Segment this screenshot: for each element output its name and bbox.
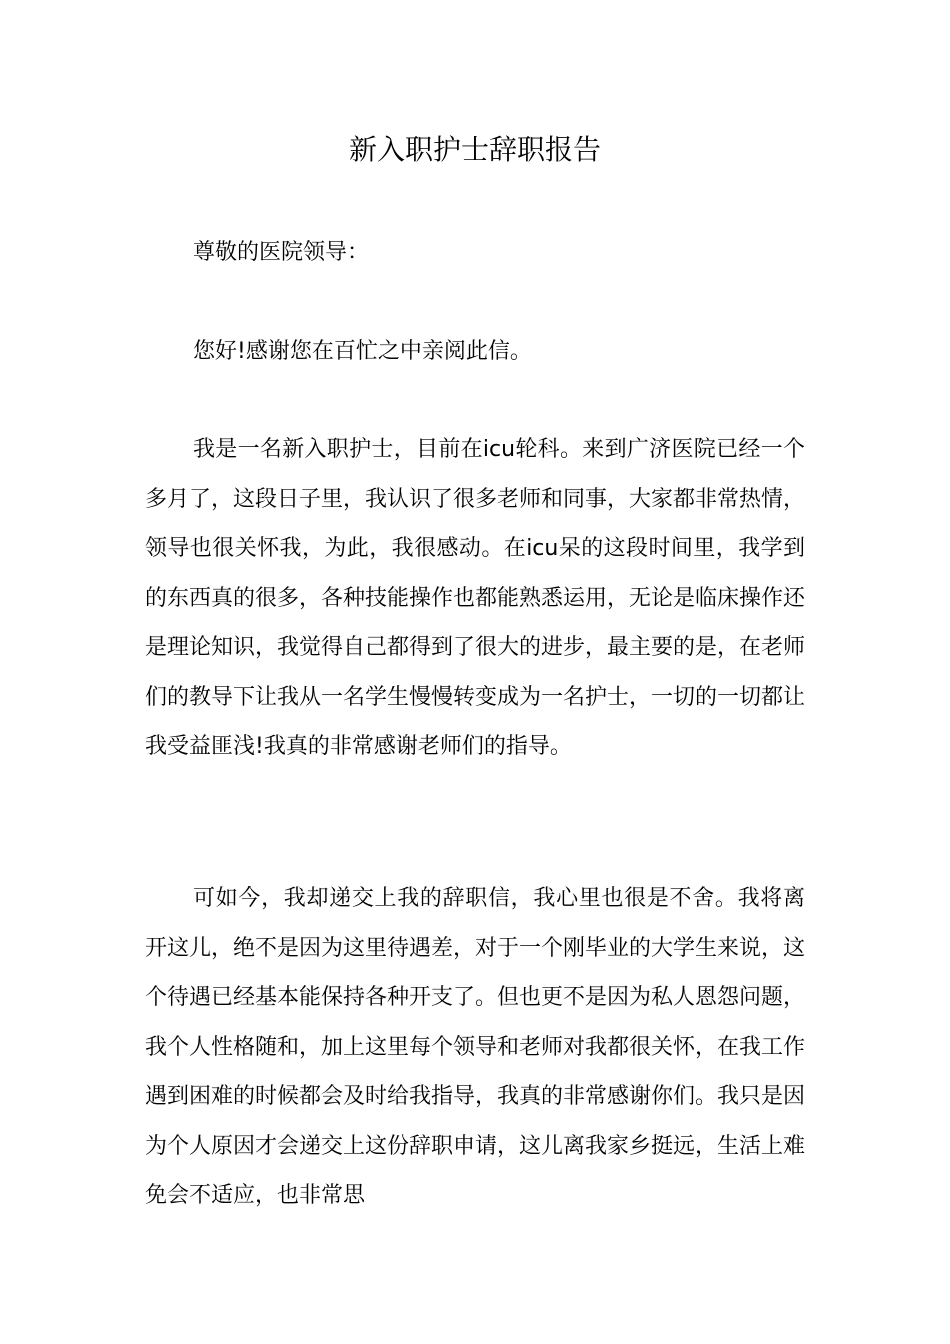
body-paragraph: 我是一名新入职护士，目前在icu轮科。来到广济医院已经一个多月了，这段日子里，我认识了很多老师和同事，大家都非常热情，领导也很关怀我，为此，我很感动。在icu呆的这段时间里，我学到的东西真的很多，各种技能操作也都能熟悉运用，无论是临床操作还是理论知识，我觉得自己都得到了很大的进步，最主要的是，在老师们的教导下让我从一名学生慢慢转变成为一名护士，一切的一切都让我受益匪浅!我真的非常感谢老师们的指导。 (145, 437, 806, 759)
greeting: 您好!感谢您在百忙之中亲阅此信。 (193, 339, 532, 364)
salutation: 尊敬的医院领导： (193, 240, 370, 265)
document-title: 新入职护士辞职报告 (348, 133, 601, 166)
body-paragraph: 可如今，我却递交上我的辞职信，我心里也很是不舍。我将离开这儿，绝不是因为这里待遇差，对于一个刚毕业的大学生来说，这个待遇已经基本能保持各种开支了。但也更不是因为私人恩怨问题，我个人性格随和，加上这里每个领导和老师对我都很关怀，在我工作遇到困难的时候都会及时给我指导，我真的非常感谢你们。我只是因为个人原因才会递交上这份辞职申请，这儿离我家乡挺远，生活上难免会不适应，也非常思 (145, 886, 806, 1208)
